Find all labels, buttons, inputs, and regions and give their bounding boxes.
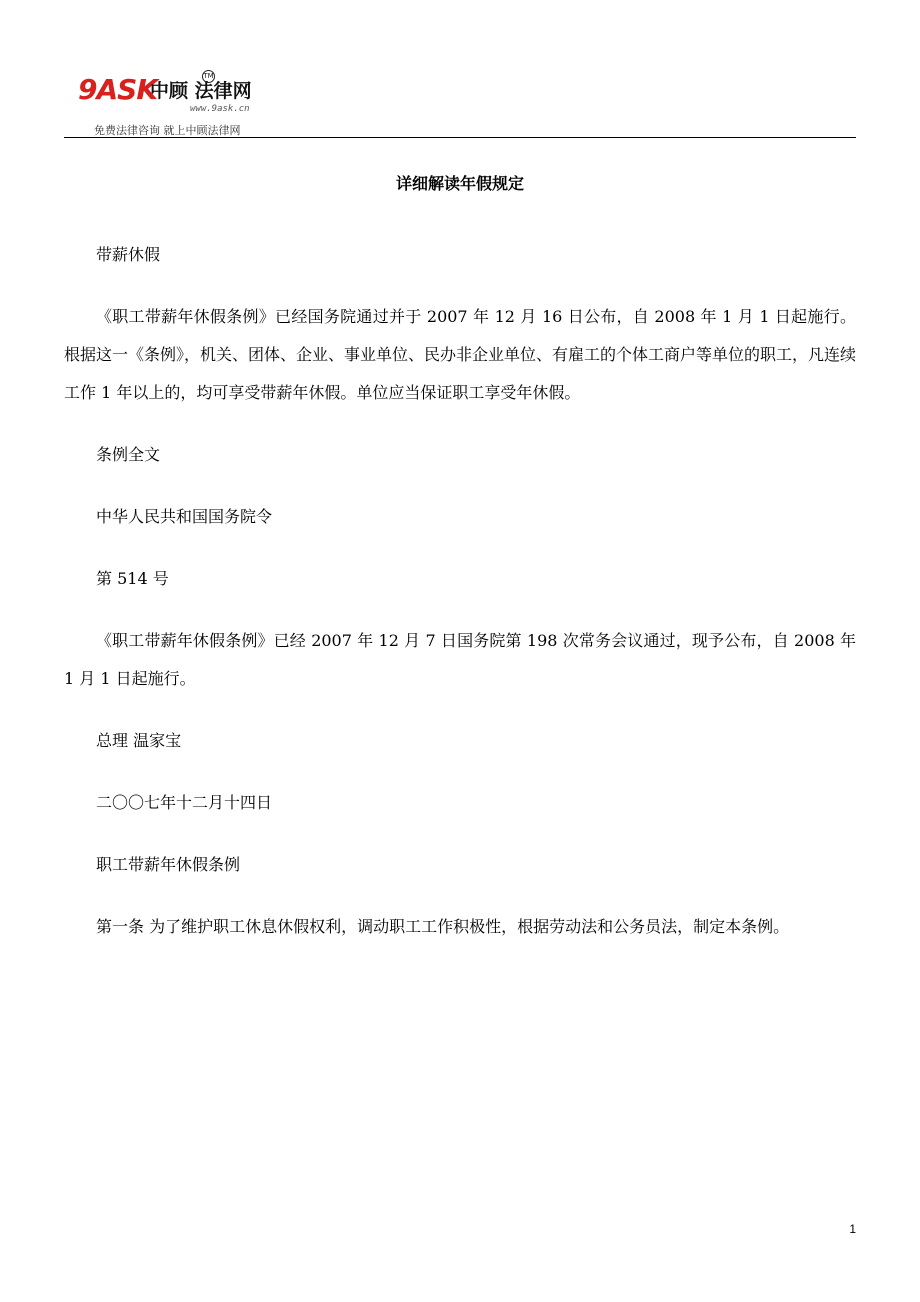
paragraph: 二〇〇七年十二月十四日 [96, 793, 273, 812]
page-number: 1 [849, 1222, 856, 1236]
logo-chinese-name: 中顾 法律网 [150, 80, 252, 102]
trademark-icon: TM [202, 70, 215, 83]
logo-nine: 9 [78, 73, 97, 106]
paragraph: 条例全文 [96, 445, 161, 464]
page-header [64, 66, 856, 138]
paragraph: 第 514 号 [96, 569, 169, 588]
paragraph: 《职工带薪年休假条例》已经国务院通过并于 2007 年 12 月 16 日公布，自 2008 年 1 月 1 日起施行。根据这一《条例》，机关、团体、企业、事业单位、民办非企业单位、有雇工的个体工商户等单位的职工，凡连续工作 1 年以上的，均可享受带薪年休假。单位应当保证职工享受年休假。 [64, 307, 857, 402]
header-divider [64, 137, 856, 138]
logo-url: www.9ask.cn [190, 104, 250, 114]
paragraph: 带薪休假 [96, 245, 161, 264]
paragraph: 《职工带薪年休假条例》已经 2007 年 12 月 7 日国务院第 198 次常务会议通过，现予公布，自 2008 年 1 月 1 日起施行。 [64, 631, 856, 688]
document-title: 详细解读年假规定 [395, 174, 524, 193]
document-body [64, 236, 856, 946]
site-logo[interactable] [78, 74, 318, 136]
logo-ask: ASK [96, 73, 158, 106]
paragraph: 总理 温家宝 [96, 731, 182, 750]
paragraph: 职工带薪年休假条例 [96, 855, 241, 874]
paragraph: 第一条 为了维护职工休息休假权利，调动职工工作积极性，根据劳动法和公务员法，制定本条例。 [96, 917, 790, 936]
paragraph: 中华人民共和国国务院令 [96, 507, 273, 526]
logo-mark [78, 74, 157, 106]
logo-slogan: 免费法律咨询 就上中顾法律网 [94, 124, 241, 137]
